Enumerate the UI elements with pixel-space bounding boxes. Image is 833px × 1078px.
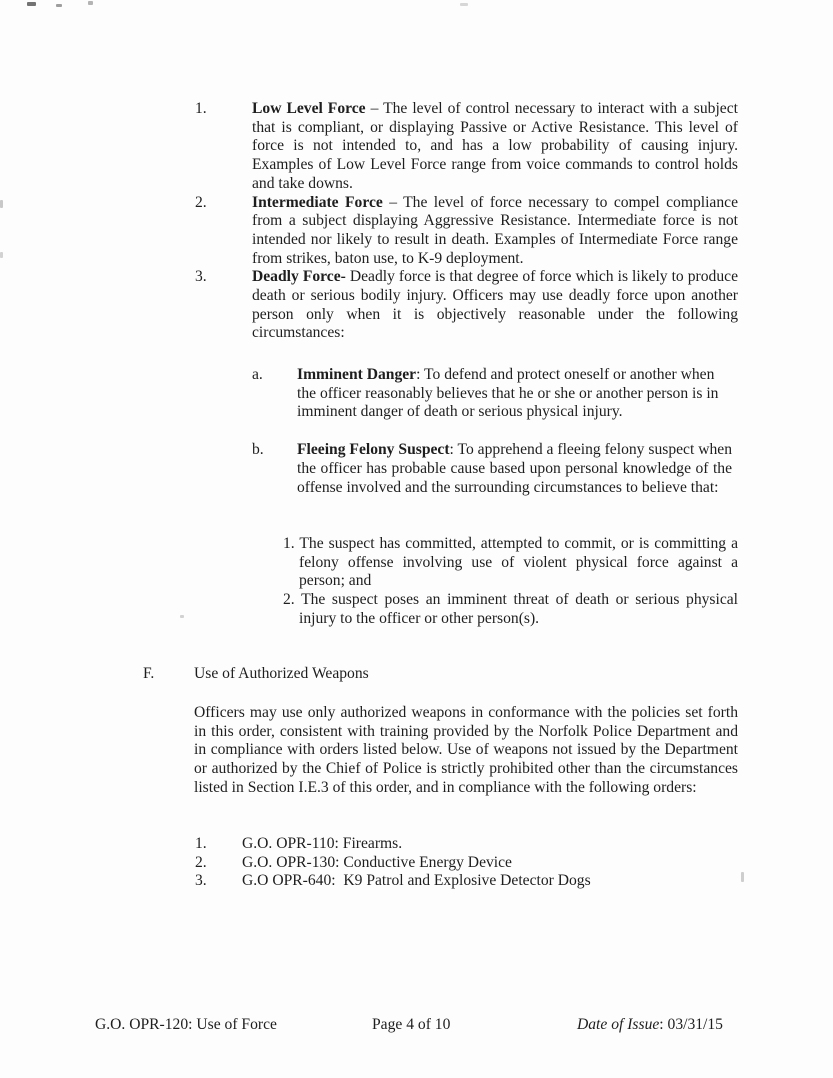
scan-speck <box>460 3 468 6</box>
circumstance-item-a <box>252 366 732 422</box>
force-level-definition: – The level of control necessary to interact with a subject that is compliant, or displaying Passive or Active Resistance. This level of force is not intended to, and has a low probability of causing injury. Examples of Low Level Force range from voice commands to control holds and take downs. <box>252 100 738 192</box>
condition-item-1 <box>283 535 738 591</box>
scan-speck <box>180 615 184 618</box>
condition-number: 1. <box>283 535 295 552</box>
list-number: 2. <box>195 853 207 871</box>
footer-page-number: Page 4 of 10 <box>372 1016 451 1033</box>
force-level-term: Low Level Force <box>252 100 366 117</box>
section-f-heading-row <box>143 665 738 684</box>
circumstance-text <box>297 366 732 422</box>
footer-date-of-issue <box>577 1016 723 1034</box>
scan-speck <box>27 2 36 6</box>
section-f-heading: Use of Authorized Weapons <box>194 665 369 682</box>
order-item-3 <box>195 872 738 891</box>
force-level-item-1 <box>195 100 738 194</box>
scan-speck <box>741 872 744 882</box>
condition-number: 2. <box>283 591 295 609</box>
circumstance-item-b <box>252 441 732 497</box>
order-text: G.O. OPR-110: Firearms. <box>242 835 403 852</box>
order-item-2 <box>195 854 738 873</box>
force-level-definition: – The level of force necessary to compel compliance from a subject displaying Aggressive Resistance. Intermediate force is not intended nor likely to result in death. Examples of Intermediate Force range from strikes, baton use, to K-9 deployment. <box>252 193 738 267</box>
circumstance-term: Fleeing Felony Suspect <box>297 441 450 459</box>
list-number: 2. <box>195 193 207 211</box>
force-level-term: Deadly Force- <box>252 268 346 286</box>
scan-speck <box>88 1 93 5</box>
force-level-text <box>252 268 738 343</box>
force-level-text <box>252 194 738 269</box>
order-text: G.O. OPR-130: Conductive Energy Device <box>242 853 512 871</box>
scan-speck <box>56 4 62 7</box>
scan-speck <box>0 252 3 258</box>
order-item-1 <box>195 835 738 854</box>
list-number: 3. <box>195 268 207 286</box>
circumstance-term: Imminent Danger <box>297 366 417 383</box>
list-number: 1. <box>195 100 207 117</box>
section-f-body: Officers may use only authorized weapons in conformance with the policies set forth in this order, consistent with training provided by the Norfolk Police Department and in compliance with orders listed below. Use of weapons not issued by the Department or authorized by the Chief of Police is strictly prohibited other than the circumstances listed in Section I.E.3 of this order, and in compliance with the following orders: <box>194 704 738 796</box>
orders-list <box>195 835 738 891</box>
section-letter: F. <box>143 665 155 682</box>
force-level-text <box>252 100 738 194</box>
force-level-item-3 <box>195 268 738 343</box>
condition-text: The suspect has committed, attempted to commit, or is committing a felony offense involving use of violent physical force against a person; and <box>299 535 738 590</box>
footer-order-number: G.O. OPR-120: Use of Force <box>95 1016 277 1033</box>
order-text: G.O OPR-640: K9 Patrol and Explosive Detector Dogs <box>242 872 591 890</box>
footer-date-label: Date of Issue <box>577 1016 660 1033</box>
list-letter: b. <box>252 441 264 459</box>
list-number: 1. <box>195 835 207 852</box>
footer-date-value: : 03/31/15 <box>659 1016 723 1033</box>
circumstances-list <box>252 366 732 497</box>
condition-text: The suspect poses an imminent threat of death or serious physical injury to the officer or other person(s). <box>299 591 738 627</box>
circumstance-definition: : To apprehend a fleeing felony suspect when the officer has probable cause based upon personal knowledge of the offense involved and the surrounding circumstances to believe that: <box>297 441 732 496</box>
list-number: 3. <box>195 872 207 890</box>
circumstance-definition: : To defend and protect oneself or another when the officer reasonably believes that he or she or another person is in imminent danger of death or serious physical injury. <box>297 366 719 421</box>
scan-speck <box>0 200 3 208</box>
force-level-definition: Deadly force is that degree of force which is likely to produce death or serious bodily injury. Officers may use deadly force upon another person only when it is objectively reasonable under the following circumstances: <box>252 268 738 342</box>
list-letter: a. <box>252 366 263 383</box>
force-level-item-2 <box>195 194 738 269</box>
force-level-term: Intermediate Force <box>252 193 383 211</box>
conditions-list <box>283 535 738 629</box>
condition-item-2 <box>283 591 738 628</box>
circumstance-text <box>297 441 732 497</box>
force-levels-list <box>195 100 738 343</box>
